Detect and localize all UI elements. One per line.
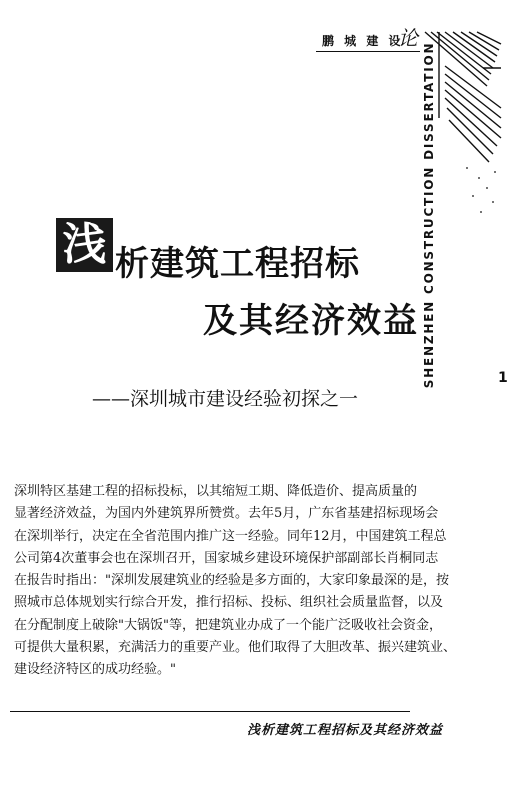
- body-paragraph: [14, 481, 457, 682]
- subtitle: ——深圳城市建设经验初探之一: [92, 388, 359, 410]
- title-line-1: 析建筑工程招标: [115, 244, 360, 284]
- footer-divider: [10, 711, 410, 712]
- title-line-2: 及其经济效益: [203, 301, 419, 341]
- header-lun-char: 论: [398, 26, 418, 50]
- body-line: 在深圳举行，决定在全省范围内推广这一经验。同年12月，中国建筑工程总: [14, 528, 447, 544]
- body-line: 照城市总体规划实行综合开发，推行招标、投标、组织社会质量监督，以及: [14, 595, 444, 611]
- page-number: 1: [498, 370, 508, 386]
- body-line: 在报告时指出："深圳发展建筑业的经验是多方面的，大家印象最深的是，按: [14, 573, 449, 589]
- header-label: 鹏 城 建 设: [322, 34, 404, 48]
- body-line: 可提供大量积累，充满活力的重要产业。他们取得了大胆改革、振兴建筑业、: [14, 640, 457, 656]
- title-highlight-char: 浅: [56, 218, 113, 272]
- vertical-english-label: [420, 41, 438, 389]
- vertical-english-text: SHENZHEN CONSTRUCTION DISSERTATION: [422, 41, 436, 389]
- body-line: 深圳特区基建工程的招标投标，以其缩短工期、降低造价、提高质量的: [14, 484, 418, 499]
- footer-running-title: 浅析建筑工程招标及其经济效益: [247, 723, 444, 738]
- body-line: 公司第4次董事会也在深圳召开，国家城乡建设环境保护部副部长肖桐同志: [14, 550, 439, 566]
- body-line: 在分配制度上破除"大锅饭"等，把建筑业办成了一个能广泛吸收社会资金，: [14, 617, 442, 633]
- body-line: 建设经济特区的成功经验。": [14, 662, 176, 678]
- body-line: 显著经济效益，为国内外建筑界所赞赏。去年5月，广东省基建招标现场会: [14, 506, 439, 522]
